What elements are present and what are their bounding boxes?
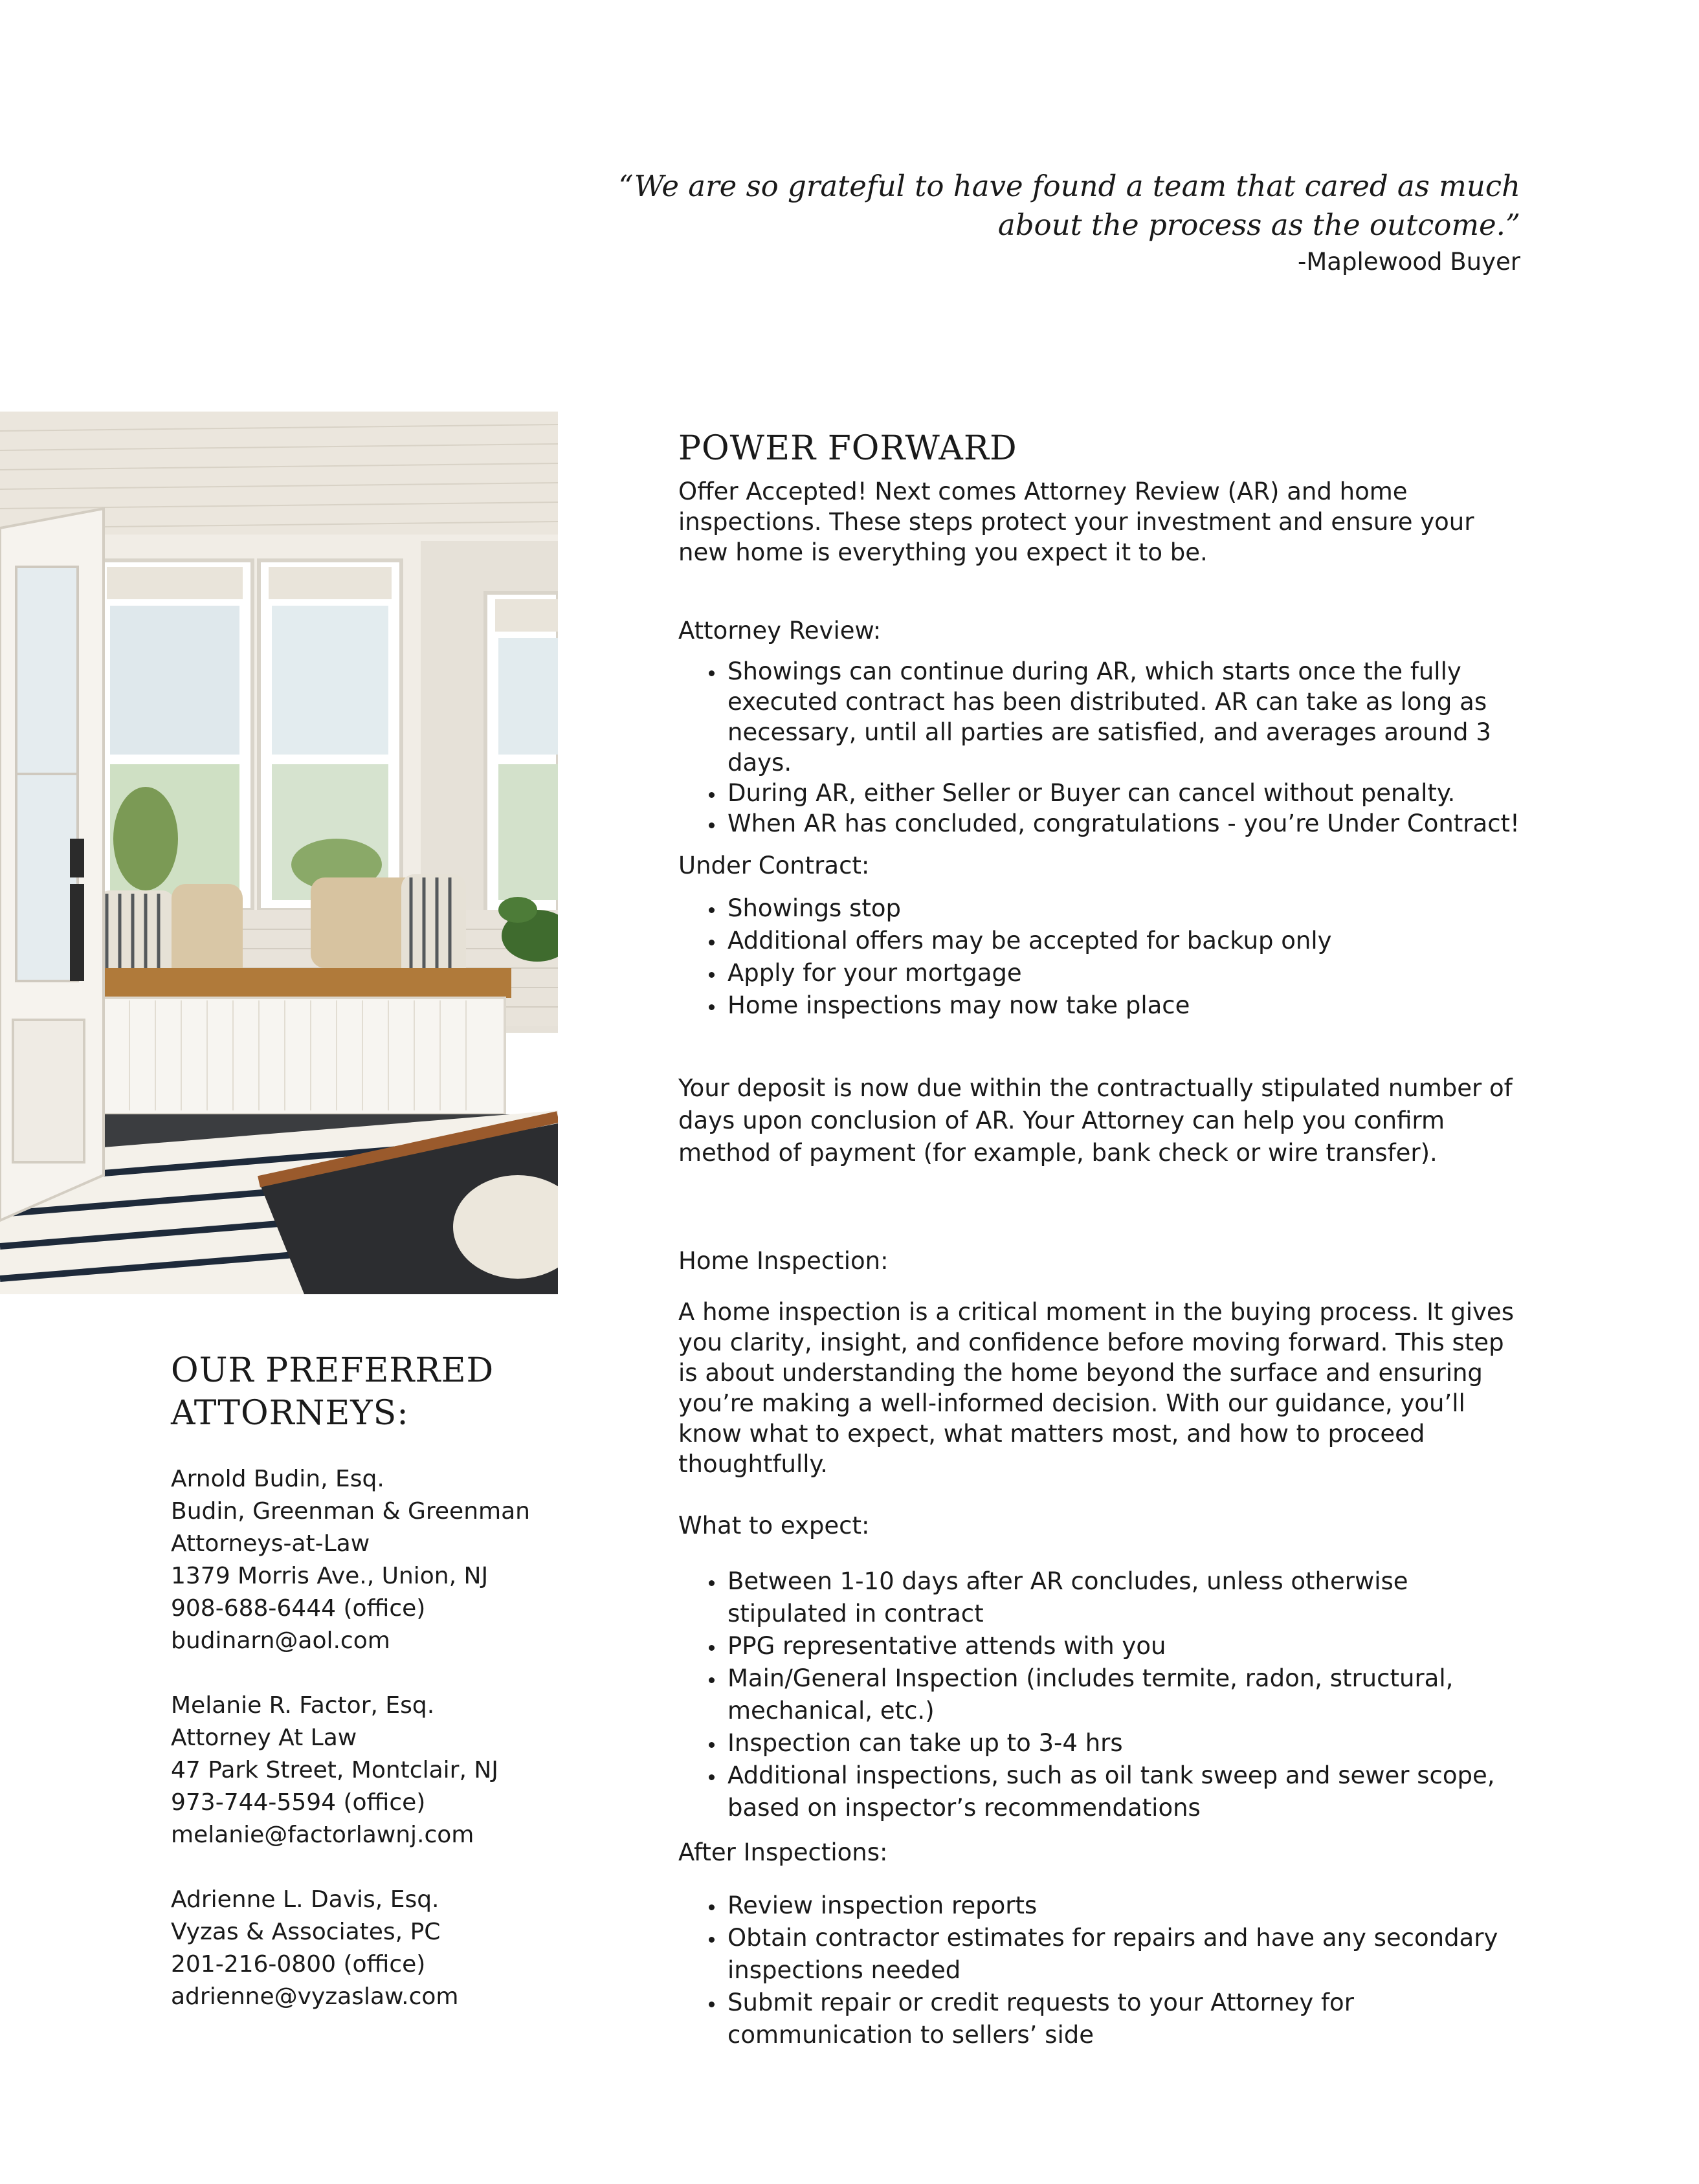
list-item: • PPG representative attends with you (725, 1630, 1520, 1662)
home-inspection-paragraph: A home inspection is a critical moment in the buying process. It gives you clarity, insight, and confidence before moving forward. This step is about understanding the home beyond the surface and ensuring you’re making a well-informed decision. With our guidance, you’ll know what to expect, what matters most, and how to proceed thoughtfully. (678, 1298, 1514, 1478)
under-contract-list (678, 892, 1520, 1022)
attorneys-heading: OUR PREFERRED ATTORNEYS: (171, 1351, 494, 1433)
what-to-expect-list (678, 1565, 1520, 1824)
main-content (678, 427, 1520, 2051)
attorney-email: melanie@factorlawnj.com (171, 1822, 474, 1848)
attorney-title: Attorneys-at-Law (171, 1530, 370, 1557)
list-item: • Showings can continue during AR, which starts once the fully executed contract has been distributed. AR can take as long as necessary, until all parties are satisfied, and averages around 3 days. (725, 656, 1520, 778)
attorney-title: Attorney At Law (171, 1725, 357, 1751)
home-inspection-label: Home Inspection: (678, 1247, 889, 1275)
list-item: • Showings stop (725, 892, 1520, 925)
after-inspections-label: After Inspections: (678, 1838, 888, 1866)
list-item: • Additional inspections, such as oil tank sweep and sewer scope, based on inspector’s recommendations (725, 1759, 1520, 1824)
page-title: POWER FORWARD (678, 429, 1017, 468)
under-contract-label: Under Contract: (678, 852, 870, 879)
after-inspections-list (678, 1890, 1520, 2051)
what-to-expect-label: What to expect: (678, 1512, 870, 1539)
testimonial-quote: “We are so grateful to have found a team that cared as much about the process as the outcome.” (618, 169, 1520, 242)
list-item: • Obtain contractor estimates for repairs and have any secondary inspections needed (725, 1922, 1520, 1987)
list-item: • During AR, either Seller or Buyer can cancel without penalty. (725, 778, 1520, 808)
list-item: • Apply for your mortgage (725, 957, 1520, 989)
attorney-name: Melanie R. Factor, Esq. (171, 1692, 435, 1719)
attorney-name: Adrienne L. Davis, Esq. (171, 1886, 439, 1913)
attorney-address: 47 Park Street, Montclair, NJ (171, 1757, 498, 1783)
attorney-firm: Budin, Greenman & Greenman (171, 1498, 530, 1525)
list-item: • Additional offers may be accepted for backup only (725, 925, 1520, 957)
deposit-paragraph: Your deposit is now due within the contractually stipulated number of days upon conclusion of AR. Your Attorney can help you confirm method of payment (for example, bank check or wire transfer). (678, 1074, 1513, 1167)
attorney-email: budinarn@aol.com (171, 1627, 390, 1654)
attorney-firm: Vyzas & Associates, PC (171, 1919, 441, 1945)
attorney-card (171, 1463, 546, 1657)
list-item: • Inspection can take up to 3-4 hrs (725, 1727, 1520, 1759)
sunroom-photo (0, 412, 558, 1294)
list-item: • Submit repair or credit requests to your Attorney for communication to sellers’ side (725, 1987, 1520, 2051)
attorney-phone: 908-688-6444 (office) (171, 1595, 426, 1622)
attorney-phone: 973-744-5594 (office) (171, 1789, 426, 1816)
list-item: • Between 1-10 days after AR concludes, unless otherwise stipulated in contract (725, 1565, 1520, 1630)
attorney-name: Arnold Budin, Esq. (171, 1466, 384, 1492)
attorney-email: adrienne@vyzaslaw.com (171, 1983, 459, 2010)
list-item: • Review inspection reports (725, 1890, 1520, 1922)
attorney-card (171, 1690, 546, 1851)
attorney-address: 1379 Morris Ave., Union, NJ (171, 1563, 489, 1589)
list-item: • When AR has concluded, congratulations - you’re Under Contract! (725, 808, 1520, 839)
preferred-attorneys-section (171, 1349, 546, 2046)
list-item: • Home inspections may now take place (725, 989, 1520, 1022)
attorney-card (171, 1884, 546, 2013)
attorney-phone: 201-216-0800 (office) (171, 1951, 426, 1978)
intro-paragraph: Offer Accepted! Next comes Attorney Review (AR) and home inspections. These steps protect your investment and ensure your new home is everything you expect it to be. (678, 478, 1474, 566)
attorney-review-label: Attorney Review: (678, 617, 882, 645)
testimonial-author: -Maplewood Buyer (1298, 248, 1520, 276)
attorney-review-list (678, 656, 1520, 839)
list-item: • Main/General Inspection (includes termite, radon, structural, mechanical, etc.) (725, 1662, 1520, 1727)
